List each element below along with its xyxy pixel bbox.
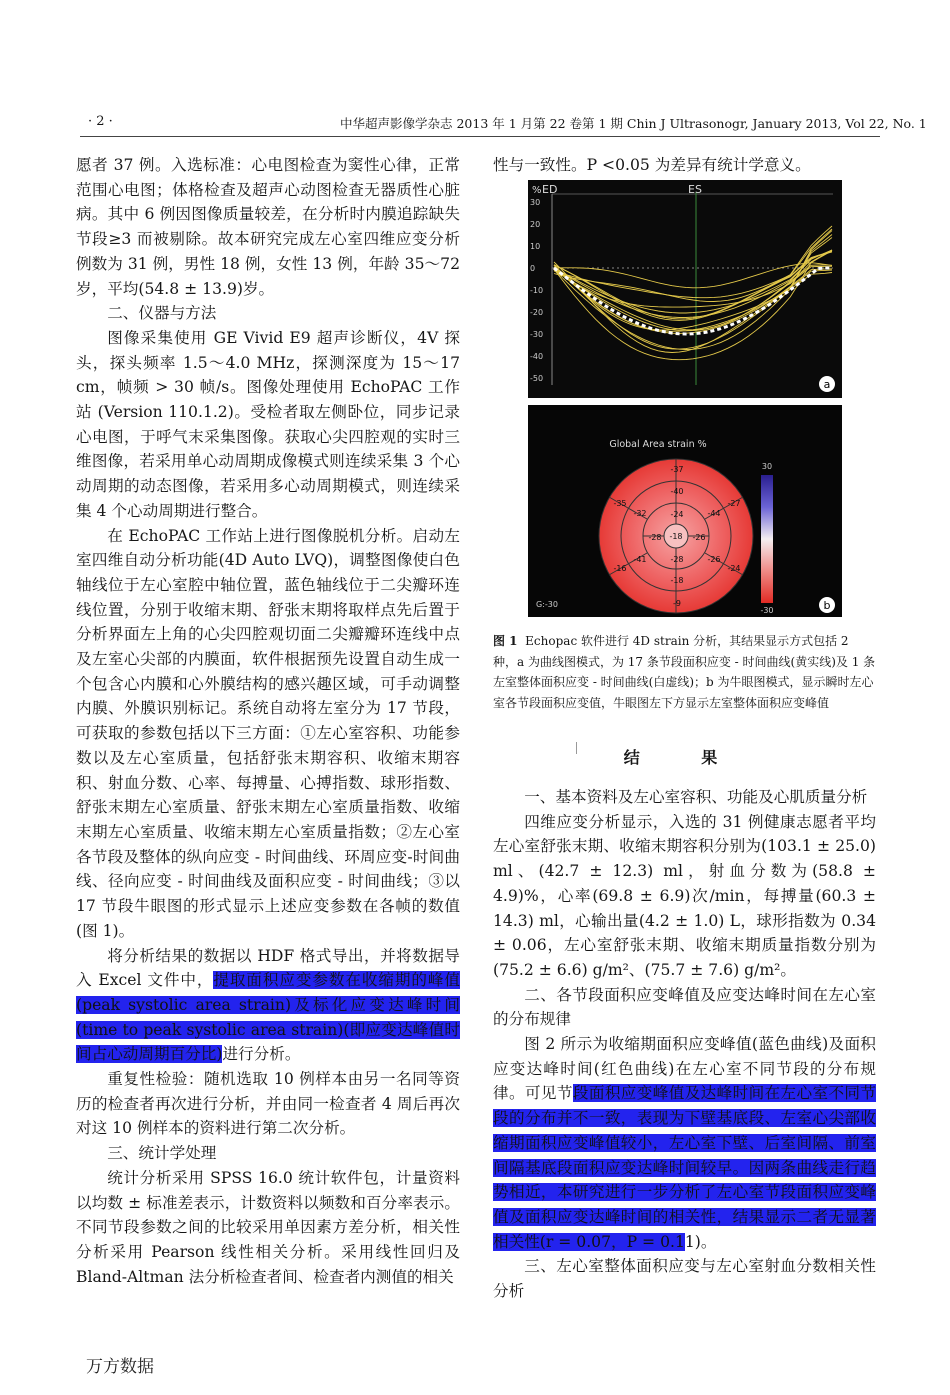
results-heading: 结 果 (623, 748, 746, 767)
text-run: 1)。 (684, 1232, 717, 1251)
segment-value: -41 (633, 555, 647, 564)
y-tick-label: -40 (530, 352, 544, 361)
section-heading: 二、仪器与方法 (107, 304, 217, 323)
text-run: 图 2 所示为收缩期面积应变峰值(蓝色曲线)及面积应变达峰时间(红色曲线)在左心室不同节段的分布规律。可见节 (493, 1035, 876, 1103)
paragraph: 图像采集使用 GE Vivid E9 超声诊断仪，4V 探头，探头频率 1.5～4.0 MHz，探测深度为 15～17 cm，帧频 > 30 帧/s。图像处理使用 EchoPAC 工作站 (Version 110.1.2)。受检者取左侧卧位，同步记录心电图，于呼气末采集图像。获取心尖四腔观的实时三维图像，若采用单心动周期成像模式则连续采集 3 个心动周期的动态图像，若采用多心动周期模式，则连续采集 4 个心动周期进行整合。 (76, 328, 460, 520)
paragraph: 性与一致性。P <0.05 为差异有统计学意义。 (493, 156, 811, 174)
y-tick-label: 0 (530, 264, 536, 273)
segment-value: -16 (613, 564, 627, 573)
right-column-results (493, 785, 876, 1304)
section-heading: 三、统计学处理 (107, 1144, 217, 1163)
text-run: 将分析结果的数据以 HDF 格式导出，并将数据导入 Excel 文件中， (76, 946, 460, 990)
strain-curve-plot (528, 180, 842, 398)
y-tick-label: 10 (530, 242, 541, 251)
right-column-top (493, 153, 876, 178)
segment-value: -32 (633, 509, 647, 518)
paragraph-export (76, 944, 460, 1068)
segment-value: -37 (670, 465, 684, 474)
segment-value: -26 (707, 555, 721, 564)
paragraph: 在 EchoPAC 工作站上进行图像脱机分析。启动左室四维自动分析功能(4D Auto LVQ)，调整图像使白色轴线位于左心室腔中轴位置，蓝色轴线位于二尖瓣环连线位置，分别于收缩末期、舒张末期将取样点先后置于分析界面左上角的心尖四腔观切面二尖瓣瓣环连线中点及左室心尖部的内膜面，软件根据预先设置自动生成一个包含心内膜和心外膜结构的感兴趣区域，可手动调整内膜、外膜识别标记。系统自动将左室分为 17 节段，可获取的参数包括以下三方面：①左心室容积、功能参数以及左心室质量，包括舒张末期容积、收缩末期容积、射血分数、心率、每搏量、心搏指数、球形指数、舒张末期左心室质量、舒张末期左心室质量指数、收缩末期左心室质量、收缩末期左心室质量指数；②左心室各节段及整体的纵向应变 - 时间曲线、环周应变-时间曲线、径向应变 - 时间曲线及面积应变 - 时间曲线；③以 17 节段牛眼图的形式显示上述应变参数在各帧的数值(图 1)。 (76, 526, 460, 940)
page-number: · 2 · (88, 114, 113, 129)
journal-header: 中华超声影像学杂志 2013 年 1 月第 22 卷第 1 期 Chin J Ultrasonogr, January 2013, Vol 22, No. 1 (340, 116, 927, 131)
scale-bottom: -30 (760, 606, 774, 615)
caption-number: 图 1 (493, 634, 518, 648)
figure-caption (493, 631, 876, 713)
segment-value: -26 (692, 533, 706, 542)
header-rule (80, 136, 880, 137)
panel-letter-a: a (823, 378, 831, 391)
panel-letter-b: b (823, 599, 831, 612)
segment-value: -27 (727, 499, 741, 508)
y-tick-label: -20 (530, 308, 544, 317)
unit-label: % (532, 185, 542, 196)
y-tick-label: 30 (530, 198, 541, 207)
segment-value: -24 (727, 564, 741, 573)
y-tick-label: -30 (530, 330, 544, 339)
segment-value: -9 (673, 599, 681, 608)
segment-value: -24 (670, 510, 684, 519)
bullseye-plot (528, 405, 842, 617)
footer-watermark: 万方数据 (86, 1357, 154, 1377)
section-heading: 三、左心室整体面积应变与左心室射血分数相关性分析 (493, 1257, 876, 1301)
segment-value: -40 (670, 487, 684, 496)
section-heading: 二、各节段面积应变峰值及应变达峰时间在左心室的分布规律 (493, 985, 876, 1029)
paragraph: 统计分析采用 SPSS 16.0 统计软件包，计量资料以均数 ± 标准差表示，计数资料以频数和百分率表示。不同节段参数之间的比较采用单因素方差分析，相关性分析采用 Pearson 线性相关分析。采用线性回归及 Bland-Altman 法分析检查者间、检查者内测值的相关 (76, 1168, 460, 1286)
bullseye-title: Global Area strain % (609, 439, 707, 450)
paragraph: 重复性检验：随机选取 10 例样本由另一名同等资历的检查者再次进行分析，并由同一检查者 4 周后再次对这 10 例样本的资料进行第二次分析。 (76, 1070, 460, 1138)
global-strain-label: G:-30 (536, 600, 558, 609)
figure-bullseye (528, 405, 842, 617)
segment-value: -44 (707, 509, 721, 518)
caption-text: Echopac 软件进行 4D strain 分析，其结果显示方式包括 2 种，a 为曲线图模式，为 17 条节段面积应变 - 时间曲线(黄实线)及 1 条左室整体面积应变 - 时间曲线(白虚线)；b 为牛眼图模式，显示瞬时左心室各节段面积应变值，牛眼图左下方显示左室整体面积应变峰值 (493, 634, 876, 710)
figure-strain-curves (528, 180, 842, 398)
text-run: 进行分析。 (222, 1045, 301, 1064)
y-tick-label: -50 (530, 374, 544, 383)
scale-top: 30 (761, 462, 773, 471)
ed-label: ED (542, 183, 558, 196)
left-column (76, 153, 460, 1289)
segment-value: -18 (670, 576, 684, 585)
y-tick-label: 20 (530, 220, 541, 229)
section-heading: 一、基本资料及左心室容积、功能及心肌质量分析 (524, 788, 868, 806)
segment-value: -28 (648, 533, 662, 542)
paragraph-fig2 (493, 1032, 876, 1254)
highlighted-text: 段面积应变峰值及达峰时间在左心室不同节段的分布并不一致，表现为下壁基底段、左室心尖部收缩期面积应变峰值较小，左心室下壁、后室间隔、前室间隔基底段面积应变达峰时间较早。因两条曲线走行趋势相近，本研究进行一步分析了左心室节段面积应变峰值及面积应变达峰时间的相关性，结果显示二者无显著相关性(r = 0.07，P = 0.1 (493, 1084, 876, 1251)
y-tick-label: -10 (530, 286, 544, 295)
segment-apex: -18 (669, 532, 683, 541)
paragraph: 愿者 37 例。入选标准：心电图检查为窦性心律，正常范围心电图；体格检查及超声心动图检查无器质性心脏病。其中 6 例因图像质量较差，在分析时内膜追踪缺失节段≥3 而被剔除。故本研究完成左心室四维应变分析例数为 31 例，男性 18 例，女性 13 例，年龄 35～72 岁，平均(54.8 ± 13.9)岁。 (76, 156, 460, 298)
es-label: ES (688, 183, 702, 196)
segment-value: -28 (670, 555, 684, 564)
segment-value: -35 (613, 499, 627, 508)
paragraph: 四维应变分析显示，入选的 31 例健康志愿者平均左心室舒张末期、收缩末期容积分别为(103.1 ± 25.0) ml、(42.7 ± 12.3) ml，射血分数为(58.8 ± 4.9)%，心率(69.8 ± 6.9)次/min，每搏量(60.3 ± 14.3) ml，心输出量(4.2 ± 1.0) L，球形指数为 0.34 ± 0.06，左心室舒张末期、收缩末期质量指数分别为(75.2 ± 6.6) g/m²、(75.7 ± 7.6) g/m²。 (493, 812, 876, 979)
highlighted-text: 提取面积应变参数在收缩期的峰值(peak systolic area strain)及标化应变达峰时间(time to peak systolic area strain)(即应变达峰值时间占心动周期百分比) (76, 971, 460, 1064)
